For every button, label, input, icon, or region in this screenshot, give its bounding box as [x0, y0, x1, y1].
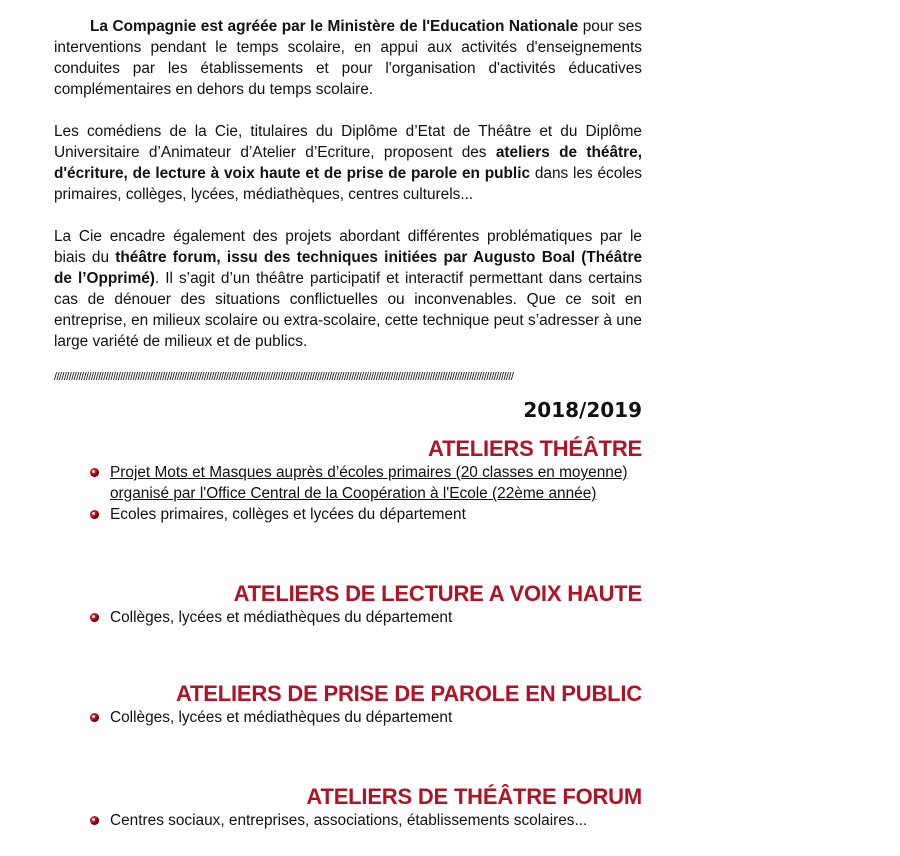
- workshops-text-end: dans les écoles primaires, collèges, lycées, médiathèques, centres culturels...: [54, 165, 642, 203]
- list-item-text[interactable]: Projet Mots et Masques auprès d’écoles primaires (20 classes en moyenne) organisé par l'Office Central de la Coopération à l'Ecole (22ème année): [110, 464, 628, 502]
- list-item-text: Ecoles primaires, collèges et lycées du département: [110, 506, 466, 523]
- season-year: 2018/2019: [523, 398, 642, 422]
- forum-text-start: La Cie encadre également des projets abordant différentes problématiques par le biais du: [54, 228, 642, 266]
- section-list: [54, 707, 642, 728]
- list-item: [54, 607, 642, 628]
- intro-paragraph-workshops: [54, 121, 642, 205]
- section-list: [54, 607, 642, 628]
- slash-separator: ///////////////////////////////////////////////////////////////////////////////////////////////////////////////////////////////////////////////////////////////////////////////////////////: [54, 371, 514, 383]
- list-item: [54, 707, 642, 728]
- list-item-text: Collèges, lycées et médiathèques du département: [110, 609, 453, 626]
- section-title: ATELIERS DE LECTURE A VOIX HAUTE: [233, 581, 642, 606]
- list-item: [54, 504, 642, 525]
- agreement-text: pour ses interventions pendant le temps scolaire, en appui aux activités d'enseignements conduites par les établissements et pour l'organisation d'activités éducatives complémentaires en dehors du temps scolaire.: [54, 18, 643, 98]
- section-list: [54, 810, 642, 831]
- list-item-text: Collèges, lycées et médiathèques du département: [110, 709, 453, 726]
- agreement-bold-text: La Compagnie est agréée par le Ministère de l'Education Nationale: [90, 18, 579, 35]
- red-ball-bullet-icon: [90, 613, 99, 622]
- list-item: [54, 810, 642, 831]
- list-item-text: Centres sociaux, entreprises, associations, établissements scolaires...: [110, 812, 588, 829]
- section-title: ATELIERS THÉÂTRE: [428, 436, 642, 461]
- intro-paragraph-forum: [54, 226, 642, 352]
- section-ateliers-prise-de-parole: [54, 681, 642, 728]
- section-ateliers-lecture: [54, 581, 642, 628]
- workshops-bold-text: ateliers de théâtre, d'écriture, de lecture à voix haute et de prise de parole en public: [54, 144, 643, 182]
- red-ball-bullet-icon: [90, 816, 99, 825]
- forum-bold-text: théâtre forum, issu des techniques initiées par Augusto Boal (Théâtre de l’Opprimé): [54, 249, 642, 287]
- red-ball-bullet-icon: [90, 713, 99, 722]
- section-title: ATELIERS DE THÉÂTRE FORUM: [306, 784, 642, 809]
- section-list: [54, 462, 642, 525]
- section-ateliers-theatre-forum: [54, 784, 642, 831]
- section-title: ATELIERS DE PRISE DE PAROLE EN PUBLIC: [175, 681, 642, 706]
- intro-paragraph-agreement: [54, 16, 642, 100]
- section-ateliers-theatre: [54, 436, 642, 525]
- red-ball-bullet-icon: [90, 510, 99, 519]
- workshops-text-start: Les comédiens de la Cie, titulaires du Diplôme d’Etat de Théâtre et du Diplôme Universitaire d’Animateur d’Atelier d’Ecriture, proposent des: [54, 123, 642, 161]
- forum-text-end: . Il s’agit d’un théâtre participatif et interactif permettant dans certains cas de dénouer des situations conflictuelles ou inconvenables. Que ce soit en entreprise, en milieux scolaire ou extra-scolaire, cette technique peut s’adresser à une large variété de milieux et de publics.: [54, 270, 643, 350]
- list-item-mots-et-masques[interactable]: [54, 462, 642, 504]
- content-column: [54, 16, 642, 831]
- red-ball-bullet-icon: [90, 468, 99, 477]
